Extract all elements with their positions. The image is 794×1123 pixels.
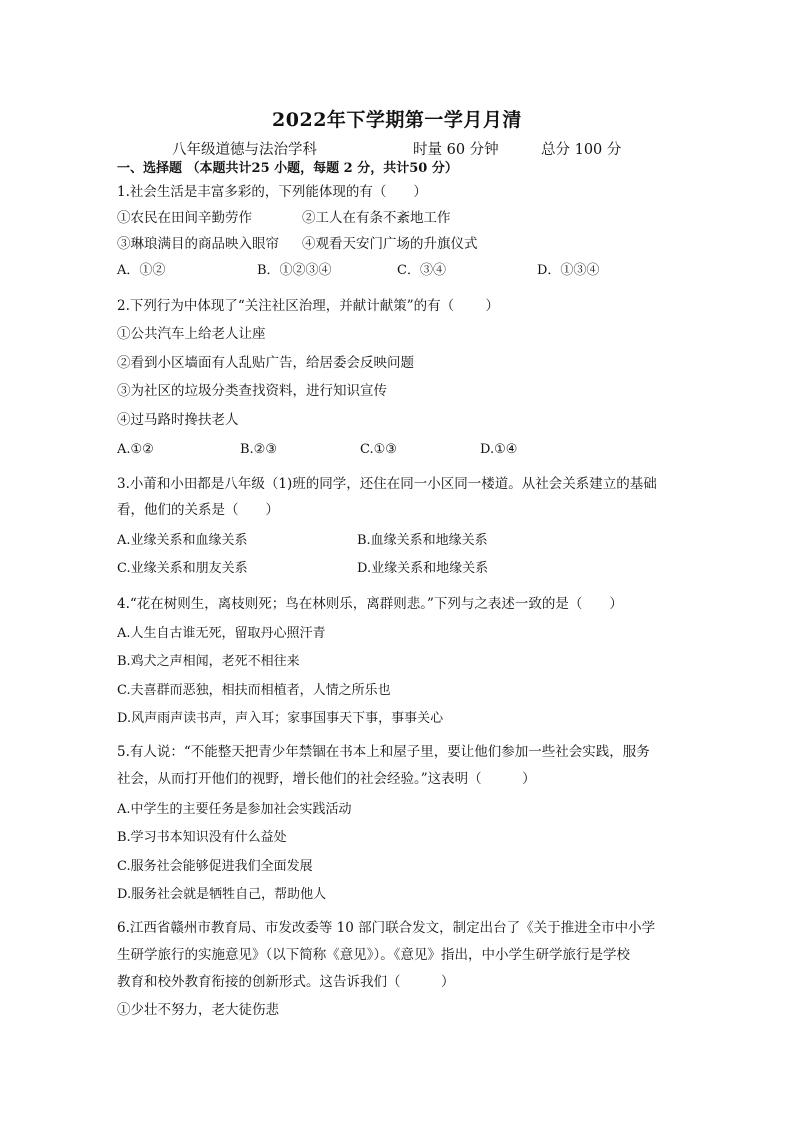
question-5-option-c: C.服务社会能够促进我们全面发展 — [117, 859, 313, 874]
question-4-option-a: A.人生自古谁无死，留取丹心照汗青 — [117, 626, 326, 641]
question-2-option-a: A.①② — [117, 442, 154, 457]
page-title: 2022年下学期第一学月月清 — [272, 109, 522, 131]
question-2-item: ①公共汽车上给老人让座 — [117, 326, 266, 342]
question-1-item: ①农民在田间辛勤劳作 — [117, 210, 252, 226]
question-4-option-b: B.鸡犬之声相闻，老死不相往来 — [117, 654, 300, 669]
question-5-stem: 社会，从而打开他们的视野，增长他们的社会经验。”这表明（ ） — [117, 771, 536, 787]
question-6-stem: 教育和校外教育衔接的创新形式。这告诉我们（ ） — [117, 974, 455, 990]
question-1-item: ③琳琅满目的商品映入眼帘 — [117, 236, 279, 252]
question-6-item: ①少壮不努力，老大徒伤悲 — [117, 1002, 279, 1018]
question-2-item: ④过马路时搀扶老人 — [117, 412, 239, 428]
question-3-option-d: D.业缘关系和地缘关系 — [357, 561, 489, 576]
total-score: 总分 100 分 — [541, 142, 622, 158]
question-3-option-a: A.业缘关系和血缘关系 — [117, 533, 248, 548]
question-1-stem: 1.社会生活是丰富多彩的，下列能体现的有（ ） — [117, 184, 427, 200]
question-2-stem: 2.下列行为中体现了“关注社区治理，并献计献策”的有（ ） — [117, 298, 499, 314]
question-5-option-d: D.服务社会就是牺牲自己，帮助他人 — [117, 887, 327, 902]
question-1-option-d: D．①③④ — [537, 263, 600, 278]
question-1-item: ④观看天安门广场的升旗仪式 — [302, 236, 478, 252]
question-3-option-c: C.业缘关系和朋友关系 — [117, 561, 248, 576]
question-1-option-a: A．①② — [117, 263, 166, 278]
time-limit: 时量 60 分钟 — [413, 142, 499, 158]
question-4-option-d: D.风声雨声读书声，声入耳；家事国事天下事，事事关心 — [117, 711, 444, 726]
question-5-option-b: B.学习书本知识没有什么益处 — [117, 830, 287, 845]
question-3-option-b: B.血缘关系和地缘关系 — [357, 533, 488, 548]
question-2-option-c: C.①③ — [360, 442, 397, 457]
question-5-option-a: A.中学生的主要任务是参加社会实践活动 — [117, 802, 352, 817]
question-4-option-c: C.夫喜群而恶独，相扶而相植者，人情之所乐也 — [117, 683, 391, 698]
question-2-item: ③为社区的垃圾分类查找资料，进行知识宣传 — [117, 383, 387, 399]
subject-label: 八年级道德与法治学科 — [172, 142, 317, 158]
question-3-stem: 3.小莆和小田都是八年级（1)班的同学，还住在同一小区同一楼道。从社会关系建立的基础 — [117, 476, 657, 492]
question-2-option-d: D.①④ — [480, 442, 518, 457]
question-1-item: ②工人在有条不紊地工作 — [302, 210, 451, 226]
question-2-option-b: B.②③ — [240, 442, 277, 457]
question-1-option-b: B．①②③④ — [257, 263, 332, 278]
question-5-stem: 5.有人说：“不能整天把青少年禁锢在书本上和屋子里，要让他们参加一些社会实践，服务 — [117, 744, 650, 760]
question-1-option-c: C．③④ — [397, 263, 446, 278]
question-4-stem: 4.“花在树则生，离枝则死；鸟在林则乐，离群则悲。”下列与之表述一致的是（ ） — [117, 596, 623, 612]
section-heading: 一、选择题 （本题共计25 小题，每题 2 分，共计50 分） — [117, 161, 458, 176]
question-6-stem: 生研学旅行的实施意见》（以下简称《意见》）。《意见》指出，中小学生研学旅行是学校 — [117, 947, 630, 963]
question-3-stem: 看，他们的关系是（ ） — [117, 502, 279, 518]
question-6-stem: 6.江西省赣州市教育局、市发改委等 10 部门联合发文，制定出台了《关于推进全市中小学 — [117, 920, 656, 936]
question-2-item: ②看到小区墙面有人乱贴广告，给居委会反映问题 — [117, 355, 414, 371]
